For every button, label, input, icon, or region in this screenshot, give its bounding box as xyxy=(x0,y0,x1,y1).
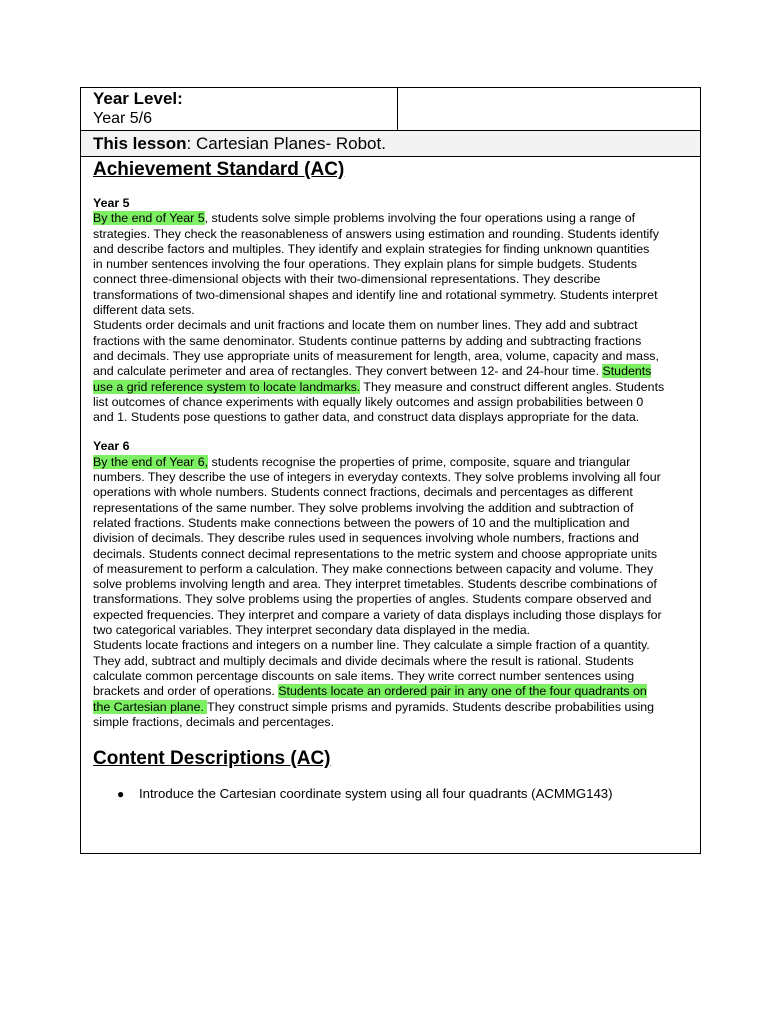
text-line: two categorical variables. They interpret secondary data displayed in the media. xyxy=(93,623,531,638)
text-line: list outcomes of chance experiments with equally likely outcomes and assign probabilities between 0 xyxy=(93,394,644,409)
list-item-text: Introduce the Cartesian coordinate system using all four quadrants (ACMMG143) xyxy=(139,786,613,802)
text-line: of measurement to perform a calculation. They make connections between capacity and volume. They xyxy=(93,561,654,576)
highlighted-text: use a grid reference system to locate landmarks. xyxy=(93,379,361,394)
text-line: in number sentences involving the four operations. They explain plans for simple budgets. Students xyxy=(93,257,637,272)
text-line: expected frequencies. They interpret and compare a variety of data displays including those displays for xyxy=(93,607,662,622)
text-line xyxy=(93,211,693,226)
highlighted-text: By the end of Year 5 xyxy=(93,211,205,226)
year5-paragraph xyxy=(93,211,693,425)
text-line: They add, subtract and multiply decimals and divide decimals where the result is rational. Students xyxy=(93,653,634,668)
year-level-cell xyxy=(81,88,398,130)
text-line: connect three-dimensional objects with their two-dimensional representations. They describe xyxy=(93,272,601,287)
year6-paragraph xyxy=(93,455,693,730)
text-run: They construct simple prisms and pyramids. Students describe probabilities using xyxy=(207,699,655,714)
text-line xyxy=(93,380,693,395)
text-line: and 1. Students pose questions to gather data, and construct data displays appropriate for the data. xyxy=(93,410,640,425)
text-line xyxy=(93,455,693,470)
text-run: , students solve simple problems involving the four operations using a range of xyxy=(204,211,636,226)
year5-heading: Year 5 xyxy=(93,196,130,210)
text-line: and decimals. They use appropriate units of measurement for length, area, volume, capacity and mass, xyxy=(93,348,659,363)
lesson-plan-table xyxy=(80,87,701,854)
year6-heading: Year 6 xyxy=(93,439,130,454)
text-run: and calculate perimeter and area of rectangles. They convert between 12- and 24-hour time. xyxy=(93,364,603,379)
text-line: fractions with the same denominator. Students continue patterns by adding and subtracting fractions xyxy=(93,333,642,348)
highlighted-text: Students locate an ordered pair in any one of the four quadrants on xyxy=(278,684,647,699)
text-run: brackets and order of operations. xyxy=(93,684,279,699)
lesson-colon: : xyxy=(186,134,192,153)
text-line: and describe factors and multiples. They identify and explain strategies for finding unknown quantities xyxy=(93,241,650,256)
text-line: solve problems involving length and area. They interpret timetables. Students describe combinations of xyxy=(93,577,657,592)
text-line: Students locate fractions and integers on a number line. They calculate a simple fraction of a quantity. xyxy=(93,638,650,653)
text-run: students recognise the properties of prime, composite, square and triangular xyxy=(208,454,631,469)
lesson-label: This lesson xyxy=(93,134,187,153)
highlighted-text: Students xyxy=(602,364,652,379)
content-descriptions-list xyxy=(93,786,693,802)
text-line: Students order decimals and unit fractions and locate them on number lines. They add and subtract xyxy=(93,318,638,333)
content-descriptions-heading: Content Descriptions (AC) xyxy=(93,748,331,770)
text-line: different data sets. xyxy=(93,303,195,318)
text-line: strategies. They check the reasonableness of answers using estimation and rounding. Students identify xyxy=(93,226,659,241)
content-cell xyxy=(93,158,693,802)
year-level-label: Year Level: xyxy=(93,89,183,108)
lesson-title: Cartesian Planes- Robot. xyxy=(191,134,386,153)
text-line: transformations of two-dimensional shapes and identify line and rotational symmetry. Students interpret xyxy=(93,287,658,302)
highlighted-text: By the end of Year 6, xyxy=(93,454,209,469)
text-line: simple fractions, decimals and percentages. xyxy=(93,714,335,729)
year-level-value: Year 5/6 xyxy=(93,110,153,127)
text-line: decimals. Students connect decimal representations to the metric system and choose appropriate units xyxy=(93,546,658,561)
highlighted-text: the Cartesian plane. xyxy=(93,699,208,714)
text-line: calculate common percentage discounts on sale items. They write correct number sentences using xyxy=(93,668,635,683)
text-line xyxy=(93,684,693,699)
lesson-row xyxy=(81,131,700,157)
list-item xyxy=(93,786,693,802)
empty-cell xyxy=(398,88,700,130)
year-level-row xyxy=(81,88,700,131)
text-line: representations of the same number. They solve problems involving the addition and subtraction of xyxy=(93,500,634,515)
text-line: division of decimals. They describe rules used in sequences involving whole numbers, fractions and xyxy=(93,531,639,546)
text-line: transformations. They solve problems using the properties of angles. Students compare observed and xyxy=(93,592,652,607)
text-line xyxy=(93,700,693,715)
achievement-standard-heading: Achievement Standard (AC) xyxy=(93,159,345,180)
text-run: They measure and construct different angles. Students xyxy=(360,379,665,394)
text-line: operations with whole numbers. Students connect fractions, decimals and percentages as different xyxy=(93,485,633,500)
bullet-icon: ● xyxy=(117,787,125,802)
text-line: related fractions. Students make connections between the powers of 10 and the multiplication and xyxy=(93,515,630,530)
text-line xyxy=(93,364,693,379)
text-line: numbers. They describe the use of integers in everyday contexts. They solve problems involving all four xyxy=(93,470,661,485)
